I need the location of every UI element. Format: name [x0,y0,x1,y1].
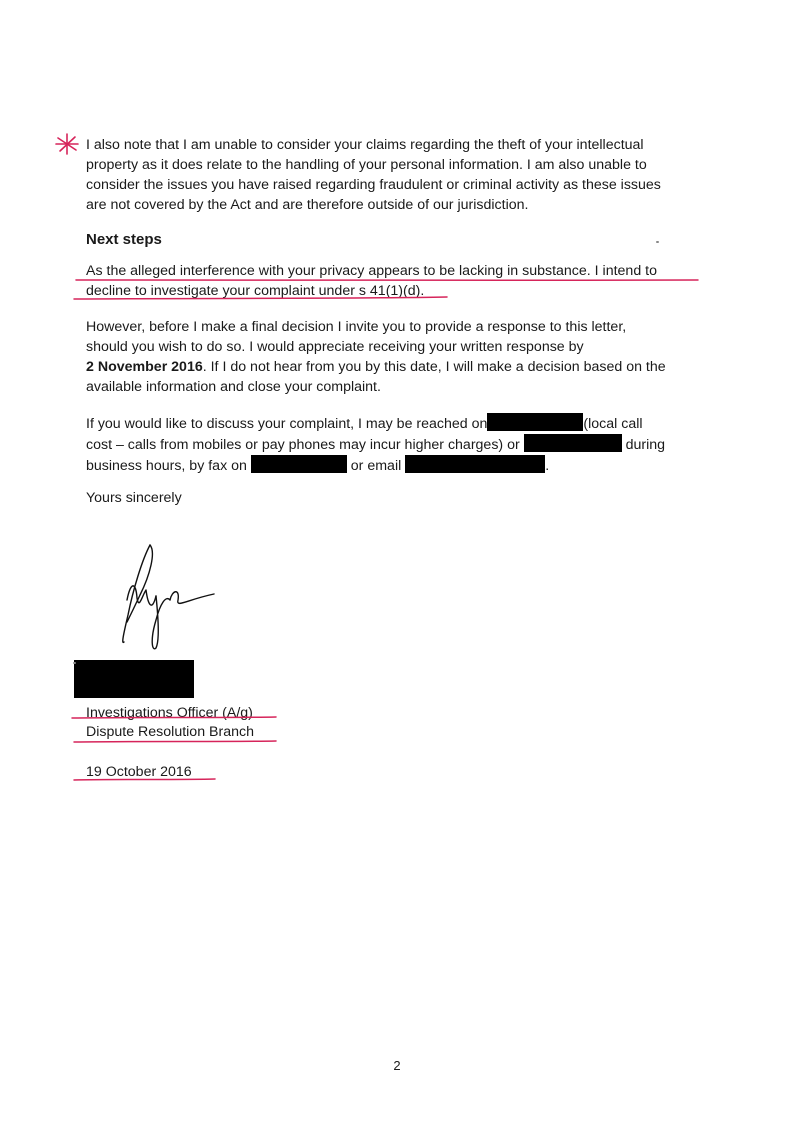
paragraph-line: should you wish to do so. I would appreciate receiving your written response by [86,339,584,355]
paragraph-text: . If I do not hear from you by this date, I will make a decision based on the [202,359,666,375]
scan-speck [73,662,76,664]
response-paragraph [86,317,706,397]
page-number: 2 [393,1058,401,1073]
paragraph-line [86,434,706,455]
response-deadline-date: 2 November 2016 [86,359,203,375]
paragraph-text: (local call [583,416,643,432]
intellectual-property-paragraph [86,135,706,215]
paragraph-line: available information and close your complaint. [86,379,381,395]
paragraph-text: business hours, by fax on [86,458,247,474]
paragraph-line: As the alleged interference with your privacy appears to be lacking in substance. I intend to [86,263,657,279]
closing-salutation: Yours sincerely [86,490,182,506]
next-steps-heading: Next steps [86,231,162,248]
paragraph-line: property as it does relate to the handling of your personal information. I am also unable to [86,157,647,173]
paragraph-line [86,413,706,434]
paragraph-text: or email [350,458,402,474]
paragraph-text: during [625,437,666,453]
contact-paragraph [86,413,706,476]
paragraph-line: However, before I make a final decision I invite you to provide a response to this letter, [86,319,627,335]
redacted-email [405,455,545,473]
redacted-phone-alt [524,434,622,452]
paragraph-line [86,357,706,377]
signatory-branch: Dispute Resolution Branch [86,724,254,740]
letter-date: 19 October 2016 [86,764,192,780]
paragraph-line: consider the issues you have raised regarding fraudulent or criminal activity as these issues [86,177,661,193]
signatory-title: Investigations Officer (A/g) [86,705,253,721]
paragraph-line [86,455,706,476]
paragraph-text: If you would like to discuss your complaint, I may be reached on [86,416,488,432]
redacted-fax [251,455,347,473]
paragraph-line: are not covered by the Act and are therefore outside of our jurisdiction. [86,197,529,213]
decline-paragraph [86,261,706,301]
paragraph-text: . [545,458,550,474]
redacted-phone [487,413,583,431]
paragraph-line: decline to investigate your complaint under s 41(1)(d). [86,283,425,299]
paragraph-text: cost – calls from mobiles or pay phones may incur higher charges) or [86,437,520,453]
scan-speck [656,241,659,243]
paragraph-line: I also note that I am unable to consider your claims regarding the theft of your intellectual [86,137,644,153]
redacted-signatory-name [74,660,194,698]
